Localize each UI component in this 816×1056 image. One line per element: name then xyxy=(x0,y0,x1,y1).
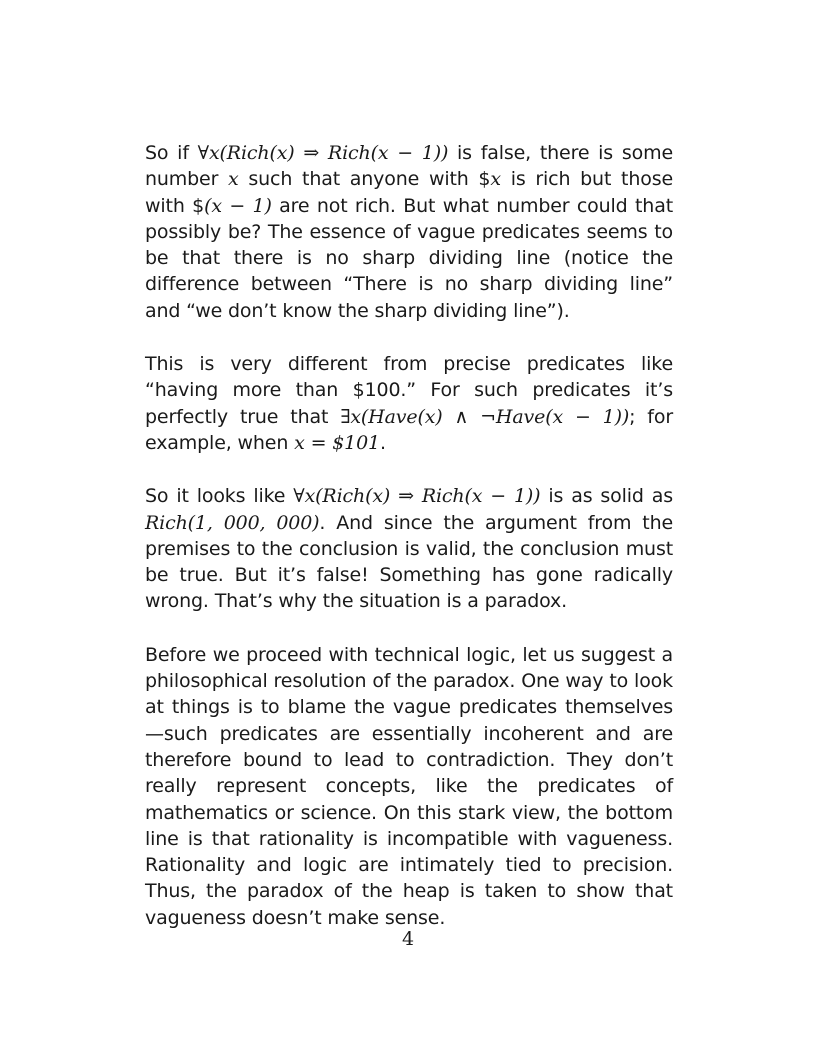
text-run: are not rich. But what number could that possibly be? The essence of vague predicates seems to be that there is no sharp dividing line (notice the difference between “There is no sharp dividing line” and “we don’t know the sharp dividing line”). xyxy=(145,194,673,322)
math-expression: x xyxy=(228,168,239,191)
text-run: is false, there is some number xyxy=(145,142,673,191)
text-run: is rich but those with $ xyxy=(145,168,673,217)
paragraph-2 xyxy=(145,351,673,456)
math-expression: x xyxy=(490,168,501,191)
text-run: such that anyone with $ xyxy=(238,168,491,191)
math-expression: ∀x(Rich(x) ⇒ Rich(x − 1)) xyxy=(293,485,541,508)
math-expression: x = $101 xyxy=(294,431,380,454)
page-number: 4 xyxy=(401,928,415,950)
math-expression: Rich(1, 000, 000) xyxy=(145,511,320,534)
text-run: is as solid as xyxy=(540,485,673,508)
text-run: ; for example, when xyxy=(145,405,673,454)
text-run: Before we proceed with technical logic, let us suggest a philosophical resolution of the paradox. One way to look at things is to blame the vague predicates themselves—such predicates are essentially incoherent and are therefore bound to lead to contradiction. They don’t really represent concepts, like the predicates of mathematics or science. On this stark view, the bottom line is that rationality is incompatible with vagueness. Rationality and logic are intimately tied to precision. Thus, the paradox of the heap is taken to show that vagueness doesn’t make sense. xyxy=(145,643,673,929)
text-run: . xyxy=(380,431,386,454)
text-run: . And since the argument from the premises to the conclusion is valid, the conclusion must be true. But it’s false! Something has gone radically wrong. That’s why the situation is a paradox. xyxy=(145,511,673,613)
text-run: So it looks like xyxy=(145,485,294,508)
math-expression: ∀x(Rich(x) ⇒ Rich(x − 1)) xyxy=(197,142,449,164)
paragraph-1 xyxy=(145,140,673,324)
math-expression: (x − 1) xyxy=(204,194,272,217)
page-body xyxy=(145,140,673,958)
math-expression: ∃x(Have(x) ∧ ¬Have(x − 1)) xyxy=(340,405,630,428)
text-run: So if xyxy=(145,142,198,164)
paragraph-3 xyxy=(145,483,673,614)
text-run: This is very different from precise predicates like “having more than $100.” For such predicates it’s perfectly true that xyxy=(145,353,673,428)
paragraph-4 xyxy=(145,642,673,931)
